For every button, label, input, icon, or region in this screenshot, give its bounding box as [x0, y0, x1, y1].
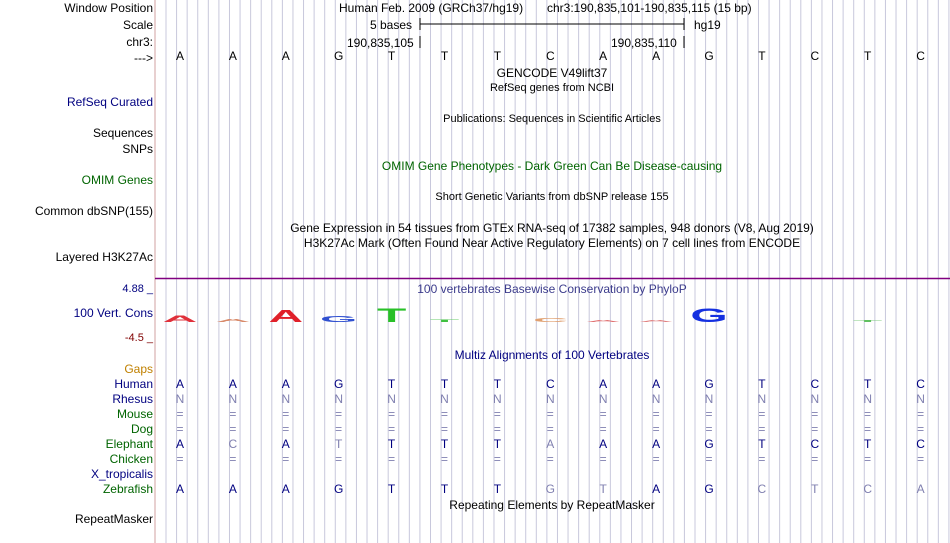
layered-h3k27ac-label[interactable]: Layered H3K27Ac	[55, 250, 153, 264]
phylop-logo-glyph: T	[429, 318, 460, 323]
alignment-base: A	[281, 437, 290, 451]
alignment-base: =	[652, 407, 660, 421]
alignment-base: N	[493, 392, 502, 406]
alignment-base: =	[599, 407, 607, 421]
alignment-base: G	[704, 437, 714, 451]
alignment-base: N	[175, 392, 185, 406]
h3k27ac-track-description: H3K27Ac Mark (Often Found Near Active Regulatory Elements) on 7 cell lines from ENCODE	[303, 236, 801, 250]
alignment-base: T	[493, 482, 502, 496]
reference-base: A	[652, 49, 661, 63]
alignment-base: =	[282, 422, 290, 436]
phylop-track-title: 100 vertebrates Basewise Conservation by PhyloP	[417, 282, 687, 296]
dbsnp-track-description: Short Genetic Variants from dbSNP release 155	[435, 191, 669, 203]
refseq-track-description: RefSeq genes from NCBI	[489, 82, 615, 94]
coordinate-right: 190,835,110	[611, 36, 677, 50]
reference-base: T	[864, 49, 872, 63]
alignment-base: =	[705, 422, 713, 436]
alignment-base: A	[916, 482, 925, 496]
alignment-base: T	[758, 377, 766, 391]
alignment-base: C	[757, 482, 767, 496]
alignment-base: T	[440, 437, 449, 451]
window-position-text: chr3:190,835,101-190,835,115 (15 bp)	[547, 1, 752, 15]
alignment-base: T	[864, 377, 872, 391]
repeatmasker-label[interactable]: RepeatMasker	[74, 512, 153, 526]
phylop-logo-glyph: A	[215, 317, 251, 324]
alignment-base: A	[652, 482, 661, 496]
alignment-base: N	[281, 392, 291, 406]
alignment-base: =	[229, 452, 237, 466]
refseq-curated-label[interactable]: RefSeq Curated	[66, 95, 153, 109]
gaps-label[interactable]: Gaps	[124, 362, 153, 376]
alignment-base: T	[493, 437, 502, 451]
alignment-base: =	[335, 422, 343, 436]
alignment-base: =	[440, 452, 448, 466]
alignment-base: A	[281, 377, 290, 391]
alignment-base: A	[175, 377, 184, 391]
reference-base: G	[334, 49, 344, 63]
reference-base: C	[810, 49, 820, 63]
alignment-base: =	[282, 452, 290, 466]
alignment-base: G	[704, 482, 714, 496]
alignment-base: =	[388, 452, 396, 466]
alignment-base: A	[652, 437, 661, 451]
species-label[interactable]: Elephant	[105, 437, 153, 451]
species-label[interactable]: Chicken	[109, 452, 153, 466]
multiz-track-title: Multiz Alignments of 100 Vertebrates	[454, 348, 650, 362]
phylop-logo-glyph: G	[690, 304, 728, 327]
gtex-track-description: Gene Expression in 54 tissues from GTEx RNA-seq of 17382 samples, 948 donors (V8, Aug 2019)	[290, 221, 814, 235]
alignment-base: =	[176, 422, 184, 436]
alignment-base: T	[493, 377, 502, 391]
alignment-base: =	[864, 407, 872, 421]
reference-base: C	[916, 49, 925, 63]
reference-base: A	[228, 49, 237, 63]
phylop-logo-glyph: A	[268, 305, 304, 326]
alignment-base: =	[229, 422, 237, 436]
window-position-label: Window Position	[64, 1, 153, 15]
alignment-base: =	[440, 422, 448, 436]
alignment-base: =	[811, 407, 819, 421]
alignment-base: =	[864, 422, 872, 436]
alignment-base: A	[652, 377, 661, 391]
alignment-base: T	[758, 437, 766, 451]
alignment-base: N	[334, 392, 344, 406]
alignment-base: =	[652, 452, 660, 466]
strand-arrow-label[interactable]: --->	[134, 51, 153, 65]
alignment-base: T	[440, 377, 449, 391]
alignment-base: G	[545, 482, 555, 496]
alignment-base: A	[175, 437, 184, 451]
assembly-title: Human Feb. 2009 (GRCh37/hg19)	[339, 1, 524, 15]
alignment-base: =	[176, 452, 184, 466]
alignment-base: T	[387, 377, 396, 391]
phylop-min-label: -4.5 _	[124, 332, 153, 344]
alignment-base: =	[705, 407, 713, 421]
coordinate-left: 190,835,105	[347, 36, 414, 50]
scale-label: Scale	[122, 18, 153, 32]
alignment-base: =	[599, 422, 607, 436]
alignment-base: N	[810, 392, 820, 406]
alignment-base: T	[335, 437, 343, 451]
alignment-base: =	[758, 407, 766, 421]
alignment-base: A	[175, 482, 184, 496]
reference-base: A	[175, 49, 184, 63]
species-label[interactable]: Dog	[130, 422, 153, 436]
alignment-base: A	[228, 377, 237, 391]
alignment-base: T	[811, 482, 819, 496]
reference-base: T	[440, 49, 449, 63]
alignment-base: A	[546, 437, 555, 451]
sequences-label[interactable]: Sequences	[92, 126, 153, 140]
alignment-base: C	[810, 377, 820, 391]
alignment-base: =	[864, 452, 872, 466]
alignment-base: N	[916, 392, 925, 406]
species-label[interactable]: Mouse	[116, 407, 153, 421]
alignment-base: N	[387, 392, 396, 406]
alignment-base: T	[387, 482, 396, 496]
alignment-base: =	[917, 407, 925, 421]
reference-base: A	[599, 49, 608, 63]
alignment-base: T	[864, 437, 872, 451]
alignment-base: C	[916, 377, 925, 391]
phylop-logo-glyph: G	[320, 315, 358, 324]
phylop-logo-glyph: T	[376, 304, 407, 327]
phylop-logo-glyph: T	[853, 319, 883, 323]
alignment-base: =	[176, 407, 184, 421]
alignment-base: =	[546, 452, 554, 466]
alignment-base: =	[335, 452, 343, 466]
reference-base: T	[493, 49, 502, 63]
species-label[interactable]: Rhesus	[112, 392, 153, 406]
snps-label[interactable]: SNPs	[122, 142, 153, 156]
alignment-base: N	[651, 392, 661, 406]
vert-cons-label[interactable]: 100 Vert. Cons	[73, 306, 153, 320]
reference-base: G	[704, 49, 714, 63]
reference-base: C	[545, 49, 555, 63]
omim-genes-label[interactable]: OMIM Genes	[81, 173, 153, 187]
alignment-base: =	[546, 422, 554, 436]
phylop-logo-glyph: A	[585, 319, 621, 323]
alignment-base: A	[599, 377, 608, 391]
reference-base: T	[758, 49, 766, 63]
alignment-base: A	[228, 482, 237, 496]
species-label[interactable]: X_tropicalis	[90, 467, 153, 481]
phylop-logo-glyph: A	[162, 313, 198, 325]
species-label[interactable]: Zebrafish	[102, 482, 153, 496]
alignment-base: =	[229, 407, 237, 421]
alignment-base: T	[440, 482, 449, 496]
alignment-base: A	[281, 482, 290, 496]
scale-bar-text: 5 bases	[370, 18, 413, 32]
alignment-base: G	[704, 377, 714, 391]
chrom-label: chr3:	[126, 35, 153, 49]
alignment-base: T	[387, 437, 396, 451]
alignment-base: =	[599, 452, 607, 466]
alignment-base: =	[917, 452, 925, 466]
alignment-base: N	[228, 392, 238, 406]
alignment-base: N	[704, 392, 714, 406]
reference-base: A	[281, 49, 290, 63]
alignment-base: N	[863, 392, 873, 406]
alignment-base: =	[282, 407, 290, 421]
publications-track-description: Publications: Sequences in Scientific Articles	[443, 113, 661, 125]
alignment-base: =	[652, 422, 660, 436]
alignment-base: =	[705, 452, 713, 466]
alignment-base: =	[758, 422, 766, 436]
species-label[interactable]: Human	[114, 377, 153, 391]
alignment-base: =	[493, 452, 501, 466]
alignment-base: =	[811, 422, 819, 436]
common-dbsnp-label[interactable]: Common dbSNP(155)	[34, 204, 153, 218]
phylop-logo-glyph: C	[532, 316, 568, 324]
alignment-base: =	[493, 422, 501, 436]
alignment-base: C	[228, 437, 238, 451]
phylop-logo-glyph: A	[638, 319, 674, 323]
alignment-base: =	[440, 407, 448, 421]
alignment-base: =	[546, 407, 554, 421]
alignment-base: =	[917, 422, 925, 436]
alignment-base: N	[598, 392, 608, 406]
alignment-base: =	[388, 407, 396, 421]
alignment-base: =	[758, 452, 766, 466]
phylop-max-label: 4.88 _	[122, 283, 153, 295]
alignment-base: =	[335, 407, 343, 421]
alignment-base: G	[334, 482, 344, 496]
alignment-base: =	[811, 452, 819, 466]
alignment-base: C	[916, 437, 925, 451]
alignment-base: =	[493, 407, 501, 421]
alignment-base: C	[545, 377, 555, 391]
omim-track-description: OMIM Gene Phenotypes - Dark Green Can Be Disease-causing	[381, 159, 723, 173]
gencode-track-title[interactable]: GENCODE V49lift37	[496, 66, 608, 80]
alignment-base: N	[757, 392, 767, 406]
alignment-base: C	[863, 482, 873, 496]
alignment-base: G	[334, 377, 344, 391]
alignment-base: =	[388, 422, 396, 436]
assembly-db-label: hg19	[694, 18, 721, 32]
repeatmasker-track-description: Repeating Elements by RepeatMasker	[449, 498, 655, 512]
alignment-base: T	[599, 482, 607, 496]
reference-base: T	[387, 49, 396, 63]
alignment-base: N	[545, 392, 555, 406]
alignment-base: A	[599, 437, 608, 451]
alignment-base: N	[440, 392, 449, 406]
alignment-base: C	[810, 437, 820, 451]
